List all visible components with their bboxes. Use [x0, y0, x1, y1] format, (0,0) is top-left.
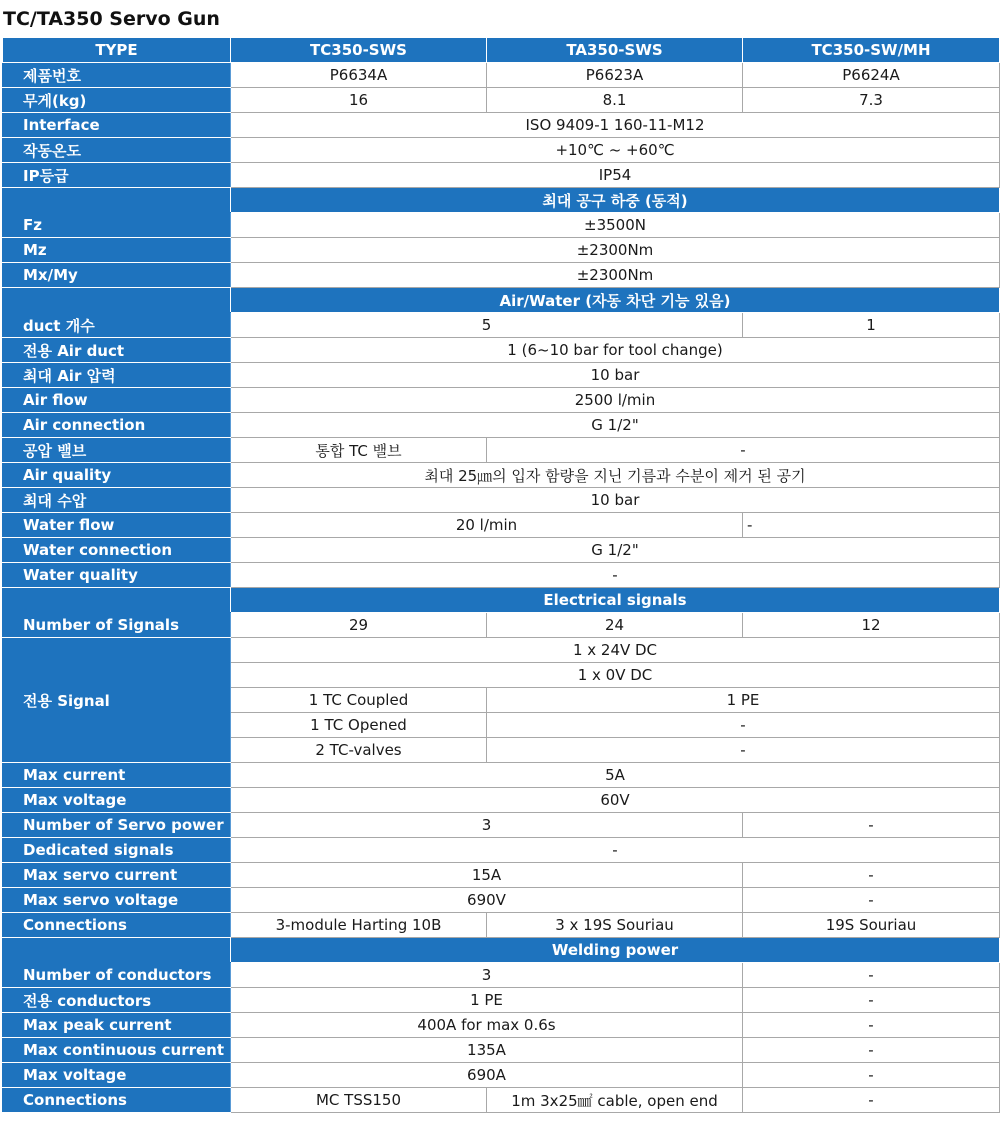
section-heading-electrical: Electrical signals	[231, 588, 1000, 613]
cell: 690A	[231, 1063, 743, 1088]
table-row	[3, 838, 1000, 863]
cell: 15A	[231, 863, 743, 888]
cell: -	[743, 1038, 1000, 1063]
section-row	[3, 188, 1000, 213]
cell: IP54	[231, 163, 1000, 188]
table-row	[3, 438, 1000, 463]
section-heading-air: Air/Water (자동 차단 기능 있음)	[231, 288, 1000, 313]
cell: 1 TC Opened	[231, 713, 487, 738]
cell: -	[743, 863, 1000, 888]
cell: G 1/2"	[231, 413, 1000, 438]
row-label: Number of Servo power	[3, 813, 231, 838]
cell: ±2300Nm	[231, 238, 1000, 263]
cell: 5A	[231, 763, 1000, 788]
cell: -	[743, 1063, 1000, 1088]
cell: 16	[231, 88, 487, 113]
cell: 12	[743, 613, 1000, 638]
cell: 2 TC-valves	[231, 738, 487, 763]
row-label: Number of Signals	[3, 613, 231, 638]
page-title: TC/TA350 Servo Gun	[3, 8, 220, 30]
cell: 최대 25㎛의 입자 함량을 지닌 기름과 수분이 제거 된 공기	[231, 463, 1000, 488]
table-row	[3, 1063, 1000, 1088]
cell: 10 bar	[231, 488, 1000, 513]
row-label: Air flow	[3, 388, 231, 413]
row-label: 작동온도	[3, 138, 231, 163]
table-row	[3, 1088, 1000, 1113]
cell: 8.1	[487, 88, 743, 113]
row-label: Air quality	[3, 463, 231, 488]
cell: -	[743, 1013, 1000, 1038]
row-label: Water quality	[3, 563, 231, 588]
cell: ±3500N	[231, 213, 1000, 238]
section-heading-load: 최대 공구 하중 (동적)	[231, 188, 1000, 213]
cell: 5	[231, 313, 743, 338]
table-row	[3, 988, 1000, 1013]
cell: 3-module Harting 10B	[231, 913, 487, 938]
cell: -	[231, 563, 1000, 588]
cell: -	[231, 838, 1000, 863]
cell: 3	[231, 813, 743, 838]
cell: -	[487, 738, 1000, 763]
row-label: Connections	[3, 1088, 231, 1113]
cell: P6623A	[487, 63, 743, 88]
cell: 60V	[231, 788, 1000, 813]
row-label: Max servo voltage	[3, 888, 231, 913]
header-col1: TC350-SWS	[231, 38, 487, 63]
section-heading-welding: Welding power	[231, 938, 1000, 963]
table-row	[3, 163, 1000, 188]
cell: P6634A	[231, 63, 487, 88]
table-row	[3, 238, 1000, 263]
cell: 24	[487, 613, 743, 638]
cell: -	[743, 513, 1000, 538]
table-row	[3, 963, 1000, 988]
section-spacer	[3, 938, 231, 963]
header-row	[3, 38, 1000, 63]
table-row	[3, 488, 1000, 513]
table-row	[3, 638, 1000, 663]
cell: 3 x 19S Souriau	[487, 913, 743, 938]
row-label: Water flow	[3, 513, 231, 538]
header-type: TYPE	[3, 38, 231, 63]
cell: 1	[743, 313, 1000, 338]
cell: 1 PE	[487, 688, 1000, 713]
row-label: Connections	[3, 913, 231, 938]
row-label: 제품번호	[3, 63, 231, 88]
table-row	[3, 563, 1000, 588]
cell: 1 (6~10 bar for tool change)	[231, 338, 1000, 363]
table-row	[3, 1038, 1000, 1063]
row-label: Max voltage	[3, 1063, 231, 1088]
table-row	[3, 538, 1000, 563]
cell: 690V	[231, 888, 743, 913]
section-spacer	[3, 188, 231, 213]
table-row	[3, 863, 1000, 888]
cell: -	[743, 1088, 1000, 1113]
row-label: Air connection	[3, 413, 231, 438]
row-label: Fz	[3, 213, 231, 238]
row-label: Interface	[3, 113, 231, 138]
section-row	[3, 938, 1000, 963]
table-row	[3, 388, 1000, 413]
row-label: 최대 수압	[3, 488, 231, 513]
cell: 1 PE	[231, 988, 743, 1013]
cell: 3	[231, 963, 743, 988]
row-label: Max peak current	[3, 1013, 231, 1038]
table-row	[3, 1013, 1000, 1038]
cell: 19S Souriau	[743, 913, 1000, 938]
section-row	[3, 588, 1000, 613]
cell: 1m 3x25㎟ cable, open end	[487, 1088, 743, 1113]
row-label: Max servo current	[3, 863, 231, 888]
cell: 1 x 0V DC	[231, 663, 1000, 688]
table-row	[3, 513, 1000, 538]
cell: 135A	[231, 1038, 743, 1063]
table-row	[3, 788, 1000, 813]
row-label: 전용 Air duct	[3, 338, 231, 363]
cell: 2500 l/min	[231, 388, 1000, 413]
cell: -	[743, 963, 1000, 988]
cell: -	[743, 988, 1000, 1013]
section-row	[3, 288, 1000, 313]
row-label: Dedicated signals	[3, 838, 231, 863]
row-label: 전용 conductors	[3, 988, 231, 1013]
table-row	[3, 363, 1000, 388]
cell: ISO 9409-1 160-11-M12	[231, 113, 1000, 138]
header-col3: TC350-SW/MH	[743, 38, 1000, 63]
row-label: 공압 밸브	[3, 438, 231, 463]
table-row	[3, 463, 1000, 488]
table-row	[3, 138, 1000, 163]
row-label: Mx/My	[3, 263, 231, 288]
table-row	[3, 63, 1000, 88]
row-label: 전용 Signal	[3, 638, 231, 763]
cell: -	[743, 888, 1000, 913]
cell: +10℃ ~ +60℃	[231, 138, 1000, 163]
cell: 29	[231, 613, 487, 638]
cell: 통합 TC 밸브	[231, 438, 487, 463]
row-label: Max continuous current	[3, 1038, 231, 1063]
row-label: IP등급	[3, 163, 231, 188]
row-label: Max voltage	[3, 788, 231, 813]
table-row	[3, 413, 1000, 438]
table-row	[3, 263, 1000, 288]
table-row	[3, 113, 1000, 138]
cell: ±2300Nm	[231, 263, 1000, 288]
row-label: 최대 Air 압력	[3, 363, 231, 388]
section-spacer	[3, 588, 231, 613]
cell: 10 bar	[231, 363, 1000, 388]
cell: 1 TC Coupled	[231, 688, 487, 713]
spec-table	[2, 37, 1000, 1113]
table-row	[3, 613, 1000, 638]
table-row	[3, 813, 1000, 838]
cell: P6624A	[743, 63, 1000, 88]
row-label: duct 개수	[3, 313, 231, 338]
cell: MC TSS150	[231, 1088, 487, 1113]
cell: G 1/2"	[231, 538, 1000, 563]
table-row	[3, 888, 1000, 913]
header-col2: TA350-SWS	[487, 38, 743, 63]
cell: -	[743, 813, 1000, 838]
table-row	[3, 88, 1000, 113]
table-row	[3, 213, 1000, 238]
row-label: Mz	[3, 238, 231, 263]
row-label: Number of conductors	[3, 963, 231, 988]
row-label: Max current	[3, 763, 231, 788]
table-row	[3, 313, 1000, 338]
table-row	[3, 338, 1000, 363]
cell: 20 l/min	[231, 513, 743, 538]
cell: 1 x 24V DC	[231, 638, 1000, 663]
cell: -	[487, 713, 1000, 738]
table-row	[3, 913, 1000, 938]
row-label: Water connection	[3, 538, 231, 563]
table-row	[3, 763, 1000, 788]
section-spacer	[3, 288, 231, 313]
row-label: 무게(kg)	[3, 88, 231, 113]
cell: -	[487, 438, 1000, 463]
cell: 400A for max 0.6s	[231, 1013, 743, 1038]
cell: 7.3	[743, 88, 1000, 113]
